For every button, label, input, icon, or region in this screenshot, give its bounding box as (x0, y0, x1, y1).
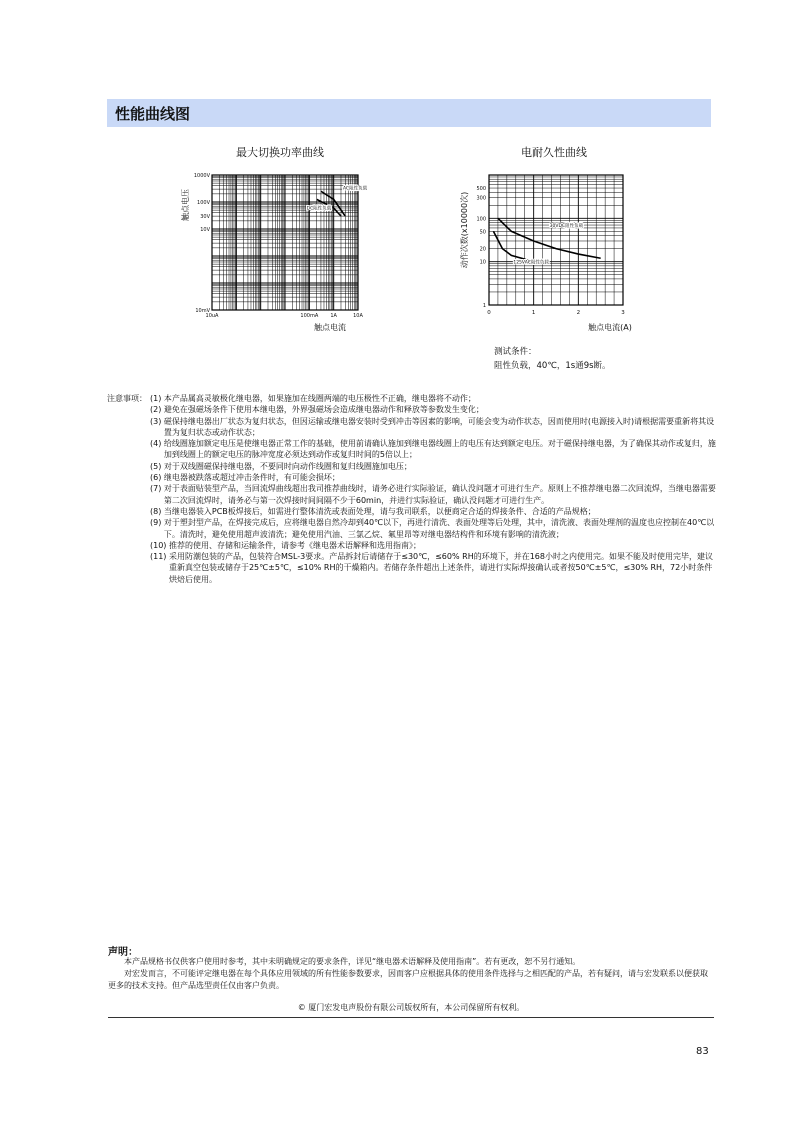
note-item (150, 461, 720, 472)
note-number: (11) (150, 552, 169, 562)
note-text: 给线圈施加额定电压是使继电器正常工作的基础，使用前请确认施加到继电器线圈上的电压有达到额定电压。对于磁保持继电器，为了确保其动作或复归，施加到线圈上的额定电压的脉冲宽度必须达到动作或复归时间的5倍以上； (163, 439, 716, 460)
note-number: (9) (150, 518, 164, 528)
series-label: DC阻性负载 (306, 206, 332, 212)
series-label: 125VAC阻性负载 (513, 260, 549, 266)
y-tick-label: 10mV (195, 308, 210, 314)
copyright: © 厦门宏发电声股份有限公司版权所有，本公司保留所有权利。 (297, 1003, 525, 1012)
x-tick-label: 2 (576, 310, 581, 316)
note-number: (7) (150, 484, 164, 494)
note-number: (1) (150, 394, 164, 403)
note-number: (5) (150, 461, 164, 471)
y-tick-label: 10V (200, 227, 210, 233)
note-number: (8) (150, 506, 164, 516)
y-tick-label: 100 (476, 216, 486, 223)
notes-list (150, 393, 720, 585)
y-tick-label: 50 (479, 229, 486, 236)
note-number: (4) (150, 439, 164, 449)
note-item (150, 483, 720, 506)
series-label: AC阻性负载 (342, 186, 368, 192)
note-number: (3) (150, 416, 164, 426)
x-tick-label: 3 (621, 310, 625, 316)
x-tick-label: 10A (353, 313, 363, 319)
test-conditions (494, 345, 611, 373)
note-text: 当继电器装入PCB板焊接后，如需进行整体清洗或表面处理，请与我司联系，以便商定合适的焊接条件、合适的产品规格； (163, 506, 596, 516)
note-item (150, 438, 720, 461)
note-text: 推荐的使用、存储和运输条件，请参考《继电器术语解释和选用指南》； (168, 540, 421, 550)
series-line (493, 231, 533, 261)
note-text: 避免在强磁场条件下使用本继电器，外界强磁场会造成继电器动作和释放等参数发生变化； (163, 405, 484, 415)
declaration-paragraph-1: 本产品规格书仅供客户使用时参考，其中未明确规定的要求条件，详见“继电器术语解释及使用指南”。若有更改，恕不另行通知。 (124, 957, 581, 966)
note-item (150, 551, 720, 585)
note-number: (6) (150, 473, 164, 483)
y-tick-label: 30V (200, 214, 210, 221)
note-item (150, 540, 720, 551)
max-switching-power-chart (180, 165, 380, 340)
electrical-endurance-chart (455, 165, 655, 340)
x-tick-label: 1A (330, 313, 337, 319)
notes-label: 注意事项： (107, 394, 147, 403)
y-tick-label: 300 (476, 195, 486, 202)
note-number: (2) (150, 405, 164, 415)
section-title: 性能曲线图 (115, 105, 191, 123)
x-axis-label: 触点电流 (314, 323, 346, 332)
note-item (150, 404, 720, 415)
y-axis-label: 触点电压 (181, 189, 190, 221)
chart2-title: 电耐久性曲线 (521, 146, 587, 159)
footer-divider (108, 1017, 714, 1018)
x-tick-label: 100mA (300, 313, 319, 319)
plot-frame (489, 175, 623, 305)
y-tick-label: 1000V (193, 173, 210, 179)
test-conditions-label: 测试条件： (494, 347, 537, 357)
declaration-paragraph-2: 对宏发而言，不可能评定继电器在每个具体应用领域的所有性能参数要求，因而客户应根据具体的使用条件选择与之相匹配的产品，若有疑问，请与宏发联系以便获取更多的技术支持。但产品选型责任仅由客户负责。 (108, 969, 708, 990)
note-text: 本产品属高灵敏极化继电器，如果施加在线圈两端的电压极性不正确，继电器将不动作； (163, 394, 476, 403)
note-item (150, 517, 720, 540)
y-tick-label: 20 (479, 246, 486, 253)
y-tick-label: 1 (482, 303, 486, 309)
note-text: 对于表面贴装型产品，当回流焊曲线超出我司推荐曲线时，请务必进行实际验证，确认没问题才可进行生产。原则上不推荐继电器二次回流焊，当继电器需要第二次回流焊时，请务必与第一次焊接时间间隔不少于60min，并进行实际验证，确认没问题才可进行生产。 (163, 484, 716, 505)
y-tick-label: 10 (479, 259, 486, 266)
note-item (150, 416, 720, 439)
y-axis-label: 动作次数(x10000次) (460, 191, 469, 269)
y-tick-label: 100V (197, 200, 210, 206)
x-axis-label: 触点电流(A) (588, 323, 632, 332)
declaration-body (108, 956, 714, 992)
x-tick-label: 10uA (205, 313, 219, 319)
note-item (150, 506, 720, 517)
section-title-bar (107, 99, 711, 127)
page-number: 83 (696, 1046, 709, 1057)
note-text: 继电器被跌落或超过冲击条件时，有可能会损坏； (163, 473, 340, 483)
chart1-title: 最大切换功率曲线 (236, 146, 324, 159)
series-label: 30VDC阻性负载 (549, 223, 584, 229)
x-tick-label: 0 (487, 310, 491, 316)
note-text: 磁保持继电器出厂状态为复归状态，但因运输或继电器安装时受到冲击等因素的影响，可能会变为动作状态，因而使用时(电源接入时)请根据需要重新将其设置为复归状态或动作状态； (163, 416, 715, 437)
y-tick-label: 500 (476, 186, 486, 193)
note-text: 对于双线圈磁保持继电器，不要同时向动作线圈和复归线圈施加电压； (163, 461, 412, 471)
declaration-title: 声明： (108, 947, 138, 958)
note-text: 采用防潮包装的产品，包装符合MSL-3要求。产品拆封后请储存于≤30℃，≤60% RH的环境下，并在168小时之内使用完。如果不能及时使用完毕，建议重新真空包装或储存于25℃±5℃，≤10% RH的干燥箱内。若储存条件超出上述条件，请进行实际焊接确认或者按50℃±5℃，≤30% RH，72小时条件烘焙后使用。 (168, 552, 713, 584)
note-text: 对于塑封型产品，在焊接完成后，应将继电器自然冷却到40℃以下，再进行清洗、表面处理等后处理，其中，清洗液、表面处理剂的温度也应控制在40℃以下。清洗时，避免使用超声波清洗；避免使用汽油、三氯乙烷、氟里昂等对继电器结构件和环境有影响的清洗液； (163, 518, 715, 539)
x-tick-label: 1 (531, 310, 536, 316)
note-item (150, 393, 720, 404)
test-conditions-value: 阻性负载，40℃，1s通9s断。 (494, 361, 611, 371)
note-item (150, 472, 720, 483)
note-number: (10) (150, 540, 169, 550)
